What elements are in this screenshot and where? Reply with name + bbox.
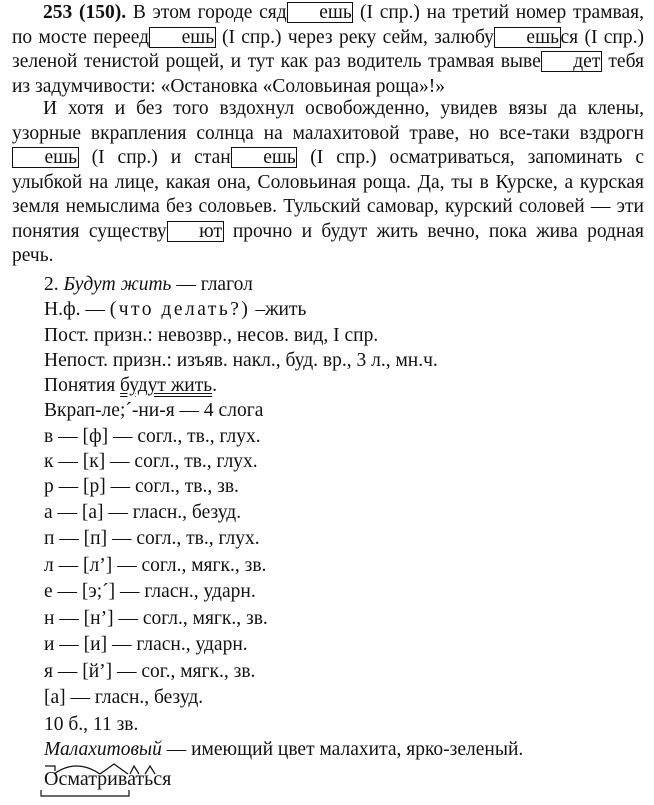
stem-bracket <box>41 790 129 796</box>
sentence-subject: Понятия <box>44 375 121 397</box>
morpheme-marks <box>44 764 184 804</box>
exercise-paragraph-1 <box>12 1 644 99</box>
prefix-mark <box>45 766 55 771</box>
phonetic-row: в — [ф] — согл., тв., глух. <box>44 425 261 447</box>
postfix-mark <box>145 766 155 774</box>
text-segment: В этом городе сяд <box>126 2 287 23</box>
text-segment: (I спр.) через реку сейм, залюбу <box>215 26 494 48</box>
initial-form-question: (что делать?) <box>109 299 251 321</box>
root-arc <box>54 766 100 774</box>
text-segment: (I спр.) на третий номер трамвая, по мосте переед <box>12 2 644 48</box>
sentence-predicate: будут жить <box>120 375 213 397</box>
phonetic-row: [а] — гласн., безуд. <box>44 687 204 709</box>
phonetic-rows <box>44 424 644 712</box>
highlighted-ending: ешь <box>231 147 298 168</box>
text-segment: (I спр.) и стан <box>78 147 231 168</box>
text-segment: тебя из задумчивости: «Остановка «Соловьиная роща»!» <box>12 51 644 97</box>
text-segment: ся (I спр.) зеленой тенистой рощей, и тут как раз водитель трамвая выве <box>12 26 644 72</box>
highlighted-ending: ешь <box>12 147 79 168</box>
phonetic-row: и — [и] — гласн., ударн. <box>44 634 248 656</box>
initial-form-label: Н.ф. — <box>44 299 110 321</box>
highlighted-ending: ешь <box>287 2 354 23</box>
lexical-definition: — имеющий цвет малахита, ярко-зеленый. <box>161 738 524 760</box>
morph-analysis-heading <box>44 272 644 297</box>
phonetic-row: л — [л’] — согл., мягк., зв. <box>44 554 267 576</box>
phonetic-row: е — [э;´] — гласн., ударн. <box>44 581 256 603</box>
highlighted-ending: ешь <box>149 27 216 48</box>
syntactic-role <box>44 373 644 398</box>
syllable-division: Вкрап-ле;´-ни-я — 4 слога <box>44 400 264 422</box>
phonetic-row: я — [й’] — сог., мягк., зв. <box>44 660 256 682</box>
morphemic-word <box>44 766 171 792</box>
highlighted-ending: ют <box>167 221 224 242</box>
morphemic-analysis <box>44 760 171 800</box>
exercise-paragraph-2 <box>12 97 644 269</box>
highlighted-ending: ешь <box>494 27 561 48</box>
part-of-speech: — глагол <box>171 274 253 295</box>
text-segment: И хотя и без того вздохнул освобожденно, увидев вязы да клены, узорные вкрапления солнца на малахитовой траве, но все-таки вздрогн <box>12 98 644 144</box>
constant-features: Пост. призн.: невозвр., несов. вид, I спр. <box>44 324 379 346</box>
initial-form <box>44 297 644 322</box>
lexical-meaning <box>44 737 644 762</box>
morphemic-word-text: Осматриваться <box>44 768 172 790</box>
text-segment: прочно и будут жить вечно, пока жива родная речь. <box>12 220 644 266</box>
item-number: 2. <box>44 274 64 295</box>
phonetic-row: к — [к] — согл., тв., глух. <box>44 451 258 473</box>
sentence-period: . <box>212 375 218 397</box>
suffix-mark <box>100 764 128 774</box>
exercise-number: 253 (150). <box>43 2 127 23</box>
variable-features: Непост. призн.: изъяв. накл., буд. вр., 3 л., мн.ч. <box>44 349 438 371</box>
ending-mark <box>130 766 139 774</box>
phonetic-row: н — [н’] — согл., мягк., зв. <box>44 607 268 629</box>
phonetic-summary: 10 б., 11 зв. <box>44 713 139 735</box>
phonetic-row: р — [р] — согл., тв., зв. <box>44 476 239 498</box>
phonetic-row: а — [а] — гласн., безуд. <box>44 501 242 523</box>
phonetic-row: п — [п] — согл., тв., глух. <box>44 528 260 550</box>
text-segment: (I спр.) осматриваться, запоминать с улыбкой на лице, какая она, Соловьиная роща. Да, ты в Курске, а курская земля немыслима без соловьев. Тульский самовар, курский соловей — эти понятия существу <box>12 147 644 242</box>
highlighted-ending: дет <box>541 51 602 72</box>
lexical-word: Малахитовый <box>44 738 162 760</box>
analysis-section <box>44 272 644 762</box>
initial-form-value: –жить <box>250 299 307 321</box>
analyzed-word: Будут жить <box>63 274 172 295</box>
